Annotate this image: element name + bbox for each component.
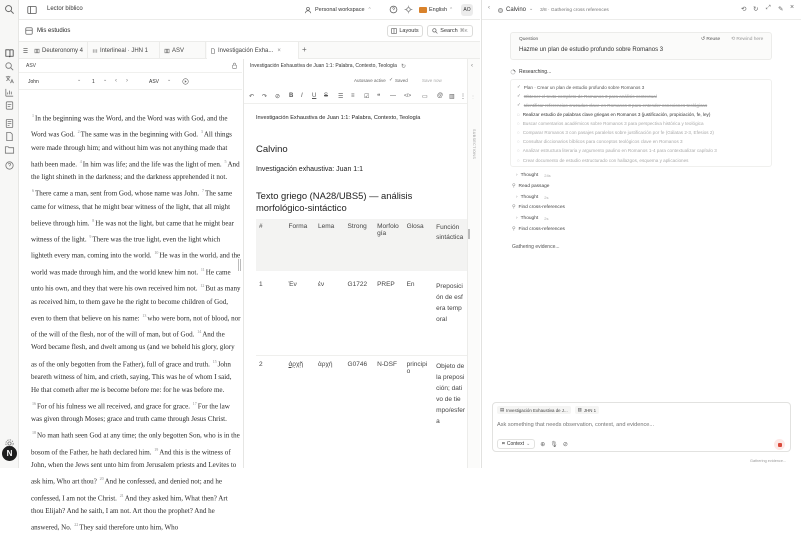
globe-icon[interactable]: ⊕ [540,441,546,448]
cell-lema: ἀρχή [318,360,333,368]
chevron-down-icon: ⌄ [529,6,534,12]
workspace-label: Personal workspace [315,7,365,13]
new-chat-icon[interactable]: ✎ [778,6,784,13]
workspace-select[interactable] [304,4,372,16]
plan-item [517,148,717,153]
verse-number[interactable]: 3 [200,129,203,135]
tool-icon: ⚲ [512,227,516,232]
strikethrough-icon[interactable]: S [324,93,329,99]
tool-step[interactable] [512,184,549,189]
verse-number[interactable]: 13 [142,312,147,318]
language-label: English [429,7,448,13]
col-header: Morfología [374,219,404,271]
verse-text: There came a man, sent from God, whose name was John. [35,189,200,198]
search-button[interactable] [427,25,473,37]
verse-number[interactable]: 22 [74,522,79,528]
document-pane [243,59,467,468]
layouts-button[interactable] [387,25,423,37]
sidebar-toggle-icon[interactable] [27,5,37,15]
notes-icon[interactable] [4,118,15,129]
composer [492,402,791,452]
stop-button[interactable] [774,439,785,450]
search-label: Search [440,28,458,34]
verse-number[interactable]: 18 [32,430,36,436]
tab-asv[interactable] [161,42,206,59]
step-duration: 24s [544,173,551,178]
plan-item-text: Plan · Crear un plan de estudio profundo sobre Romanos 3 [523,84,645,90]
book-icon [164,48,170,54]
cell-morf: PREP [377,281,395,288]
tab-label: Investigación Exha... [218,47,274,54]
top-bar [19,0,480,20]
verse-number[interactable]: 1 [32,113,34,118]
columns-icon [92,48,98,54]
left-rail [0,0,19,468]
verse-text: He was in the world, and the world was made through him, and the world knew him not. [31,251,241,277]
step-label: Thought [520,216,539,222]
add-tab-icon[interactable]: + [302,45,307,54]
cell-lema: ἐν [318,281,325,288]
close-icon[interactable]: × [790,4,795,11]
verse-text: For of his fulness we all received, and grace for grace. [37,402,191,411]
verse-number[interactable]: 2 [77,129,80,135]
app-logo[interactable]: N [2,446,17,461]
plan-item-text: Consultar diccionarios bíblicos para conceptos teológicos clave en Romanos 3 [522,139,683,145]
user-icon [304,6,312,14]
col-header: Lema [315,219,345,271]
chevron-right-icon: › [516,194,518,200]
pane-resize-handle[interactable] [238,259,241,271]
assistant-header [482,0,801,20]
verse-number[interactable]: 7 [201,188,204,194]
search-icon[interactable] [4,61,15,72]
greek-analysis-table [256,219,468,430]
outline-label: SUBSECTIONS [472,129,476,160]
document-icon[interactable] [4,131,15,142]
gathering-status: Gathering evidence... [512,244,560,250]
outline-handle[interactable]: ⋮ [471,94,475,99]
check-icon: ✓ [517,84,521,89]
verse-number[interactable]: 17 [192,401,197,407]
verse-text: No man hath seen God at any time; the only begotten Son, who is in the bosom of the Father, he hath declared him. [31,431,240,457]
reuse-button[interactable]: ↺ Reuse [701,37,721,42]
saved-status: Saved [395,78,408,83]
search-icon [432,28,438,34]
language-select[interactable] [419,4,453,16]
verse-number[interactable]: 14 [197,329,202,335]
refresh-icon[interactable]: ↻ [753,6,759,13]
undo-icon[interactable]: ↶ [249,94,255,100]
collapse-icon[interactable]: ‹ [488,5,490,11]
save-now-button[interactable]: Save now [422,78,442,83]
greek-table-wrap [256,219,468,430]
chevron-right-icon: › [516,173,518,178]
collapse-icon[interactable]: ‹ [471,63,473,69]
circle-icon: ○ [517,148,520,154]
spinner-icon [510,69,516,75]
mention-icon[interactable]: @ [437,93,444,99]
tab-interlineal[interactable] [89,42,160,59]
circle-icon: ○ [517,120,520,126]
plan-item-text: Identificar referencias cruzadas clave en Romanos 3 para entender conexiones teológicas [523,102,708,108]
plan-item [517,158,688,163]
code-icon[interactable]: </> [404,93,412,99]
assistant-pane [481,0,800,468]
verse-number[interactable]: 21 [119,492,124,498]
bullet-list-icon[interactable]: ☰ [338,94,344,100]
plan-item-text: Realizar estudio de palabras clave griegas en Romanos 3 (justificación, propiciación, fe, ley) [522,111,711,117]
verse-text: For the law was given through Moses; grace and truth came through Jesus Christ. [31,402,230,424]
flag-icon [419,7,427,13]
search-icon[interactable] [4,4,15,15]
circle-icon: ✓ [517,102,521,108]
research-status [510,69,551,75]
history-icon[interactable]: ⟲ [741,6,747,13]
layouts-label: Layouts [399,28,419,34]
verse-text: And this is the witness of John, when the Jews sent unto him from Jerusalem priests and Levites to ask him, Who art thou? [31,448,237,486]
cell-strong: G1722 [347,281,368,288]
chapter-select[interactable]: 1 [92,79,95,85]
rewind-button[interactable]: ⟲ Rewind here [731,37,764,42]
book-icon: ▥ [577,407,582,412]
verse-text: But as many as received him, to them gave he the right to become children of God, even to them that believe on his name: [31,284,241,323]
bold-icon[interactable]: B [289,93,294,99]
verse-text: In him was life; and the life was the light of men. [82,160,222,169]
doc-heading-1: Investigación Exhaustiva de Juan 1:1: Palabra, Contexto, Teología [256,115,421,121]
col-header: Strong [345,219,375,271]
tab-list-icon[interactable] [22,47,29,54]
plan-item-text: Crear documento de estudio estructurado con hallazgos, esquema y aplicaciones [522,157,689,163]
tool-icon: ⚲ [512,205,516,211]
thought-step[interactable] [516,195,548,200]
context-label: Context [506,441,525,447]
clear-format-icon[interactable]: ⊘ [275,94,281,100]
verse-text: There was the true light, even the light which lighteth every man, coming into the world. [31,235,221,260]
circle-icon: ○ [517,157,520,163]
plan-item [517,139,683,144]
verse-number[interactable]: 10 [154,250,159,256]
plan-item [517,121,704,126]
play-icon[interactable] [182,78,189,85]
chat-input[interactable] [497,420,787,430]
verse-number[interactable]: 16 [32,401,36,407]
doc-heading-2: Texto griego (NA28/UBS5) — análisis morfológico-sintáctico [256,190,413,213]
attachment-chip[interactable] [575,406,599,414]
verse-text: And they asked him, What then? Art thou Elijah? And he saith, I am not. Art thou the prophet? And he answered, No. [31,494,228,532]
step-label: Find cross-references [518,205,565,211]
status-dot [498,8,503,13]
tab-bar [19,42,480,59]
doc-header-title: Investigación Exhaustiva de Juan 1:1: Palabra, Contexto, Teología [250,63,397,69]
workspace-name[interactable]: Mis estudios [37,28,71,34]
verse-text: He came unto his own, and they that were his own received him not. [31,268,231,293]
tag-icon: ⌗ [502,441,505,447]
research-status-label: Researching... [519,69,552,75]
table-row [256,271,468,355]
bookmark-icon[interactable] [4,100,15,111]
cell-number: 1 [259,281,263,288]
attach-icon[interactable]: ⊘ [562,441,568,448]
footer-status: Gathering evidence... [750,459,787,463]
attachment-chip[interactable] [497,406,571,414]
help-icon[interactable] [389,5,398,14]
avatar[interactable]: AO [461,4,473,16]
step-duration: 2s [544,194,549,200]
thought-step[interactable] [516,173,551,178]
tab-label: Interlineal · JHN 1 [100,47,149,54]
document-icon: ▤ [500,407,505,412]
prev-chapter-icon[interactable]: ‹ [115,78,117,84]
verse-number[interactable]: 20 [99,476,104,482]
search-shortcut: ⌘K [459,28,468,34]
chevron-updown-icon: ⌃ [449,7,454,13]
tab-investigacion[interactable] [207,42,299,59]
redo-icon[interactable]: ↷ [262,94,268,100]
chevron-right-icon: › [516,216,518,222]
plan-item [517,84,644,90]
tab-label: Deuteronomy 4 [42,47,84,54]
divider-icon[interactable]: — [390,93,396,99]
app-title: Lector bíblico [47,6,83,12]
tool-icon: ⚲ [512,183,516,189]
tab-label: ASV [172,47,185,54]
doc-subtitle: Investigación exhaustiva: Juan 1:1 [256,166,364,173]
folder-icon[interactable] [4,144,15,155]
chevron-down-icon: ⌄ [526,441,531,447]
workspace-bar [19,20,480,42]
verse-text: And the Word became flesh, and dwelt among us (and we beheld his glory, glory as of the only begotten from the Father), full of grace and truth. [31,330,235,368]
tool-step[interactable] [512,227,565,232]
chevron-down-icon: ⌄ [167,77,172,83]
col-header: Forma [286,219,316,271]
check-icon: ✓ [389,77,394,83]
code-block-icon[interactable]: ▭ [422,94,428,100]
verse-text: They said therefore unto him, Who [79,523,179,532]
mic-icon[interactable]: 🎙 [550,441,558,448]
cell-func: Preposición de esfera temporal [436,283,463,323]
cell-func: Objeto de la preposición; dativo de tiempo/esfera [436,362,465,425]
plan-item-text: Analizar estructura literaria y argumento paulino en Romanos 1-4 para contextualizar capítulo 3 [522,148,717,154]
attachment-label: Investigación Exhaustiva de J... [506,407,568,413]
more-icon[interactable]: ⋮ [460,94,466,100]
context-button[interactable] [497,439,535,449]
bible-header [19,59,242,73]
rewind-label: Rewind here [736,37,764,42]
chevron-down-icon: ⌄ [103,77,108,83]
verse-text: who were born, not of blood, nor of the will of the flesh, nor of the will of man, but of God. [31,314,241,339]
verse-text: He was not the light, but came that he might bear witness of the light. [31,219,235,244]
editor-toolbar [244,90,468,104]
italic-icon[interactable]: I [301,93,303,99]
step-label: Read passage [518,183,550,189]
spinner-icon: ◌ [517,111,520,117]
bible-text [31,109,241,535]
verse-text: The same was in the beginning with God. [80,130,199,139]
composer-actions [497,439,568,449]
table-row [256,355,468,430]
cell-morf: N-DSF [377,360,397,368]
layers-icon [25,27,33,35]
numbered-list-icon[interactable]: ≡ [351,93,355,99]
step-label: Thought [520,173,539,178]
verse-text: In the beginning was the Word, and the Word was with God, and the Word was God. [31,114,228,139]
lock-icon[interactable] [231,62,238,69]
thought-step[interactable] [516,216,548,221]
layout-icon [391,28,397,34]
verse-number[interactable]: 11 [200,266,205,272]
step-duration: 2s [544,216,549,222]
circle-icon: ○ [517,139,520,145]
verse-text: And the light shineth in the darkness; and the darkness apprehended it not. [31,160,240,182]
plan-item [517,102,707,108]
plan-item-text: Obtener el texto completo de Romanos 3 para análisis contextual [523,93,657,99]
cell-forma: ἀρχῇ [288,360,303,368]
checklist-icon[interactable]: ☑ [364,94,370,100]
save-status-bar [244,75,468,87]
document-icon [210,48,216,54]
autosave-status: Autosave active [354,78,386,83]
next-chapter-icon[interactable]: › [126,78,128,84]
cell-number: 2 [259,360,263,368]
translation-select[interactable]: ASV [149,79,160,85]
plan-item [517,93,657,99]
cell-strong: G0746 [347,360,368,368]
close-icon[interactable]: × [277,47,281,54]
question-text: Hazme un plan de estudio profundo sobre Romanos 3 [519,47,664,53]
run-status: 3/8 · Gathering cross references [540,8,609,13]
book-icon[interactable]: ▥ [449,94,455,100]
verse-number[interactable]: 12 [200,283,205,289]
circle-icon: ○ [517,130,520,135]
col-header: Función sintáctica [433,219,468,271]
step-label: Thought [520,194,539,200]
verse-text: John beareth witness of him, and crieth, saying, This was he of whom I said, He that cometh after me is become before me: for he was before me. [31,359,232,394]
book-select[interactable]: John [28,79,39,85]
question-label: Question [519,37,539,42]
bible-version-label: ASV [26,62,37,69]
verse-number[interactable]: 5 [224,158,227,164]
cell-glosa: En [406,281,415,288]
book-icon[interactable] [4,48,15,59]
plan-card [510,79,772,167]
tab-deuteronomy[interactable] [31,42,88,59]
verse-number[interactable]: 15 [212,358,217,364]
chart-icon[interactable] [4,87,15,98]
verse-number[interactable]: 19 [154,446,159,452]
plan-item-text: Comparar Romanos 3 con pasajes paralelos sobre justificación por fe (Gálatas 2-3, Efesios 2) [522,130,714,135]
quote-icon[interactable]: ❝ [377,94,381,100]
doc-header [244,59,468,73]
question-card [510,32,772,60]
agent-name: Calvino [506,7,527,13]
plan-item [517,112,710,117]
col-header: Glosa [404,219,434,271]
verse-number[interactable]: 9 [89,234,92,240]
verse-number[interactable]: 6 [32,188,34,194]
book-icon [34,48,40,54]
doc-author: Calvino [256,144,288,155]
verse-number[interactable]: 8 [92,217,95,223]
underline-icon[interactable]: U [312,93,317,99]
help-icon[interactable] [4,160,15,171]
expand-icon[interactable]: ⤢ [766,5,771,11]
refresh-icon[interactable]: ↻ [400,63,406,70]
circle-icon: ✓ [517,93,521,99]
outline-strip [467,59,480,468]
translate-icon[interactable] [4,74,15,85]
bible-pane [19,59,242,532]
attachment-row [497,406,599,414]
verse-text: All things were made through him; and without him was not anything made that hath been made. [31,130,232,169]
verse-text: And he confessed, and denied not; and he confessed, I am not the Christ. [31,477,223,503]
tool-step[interactable] [512,205,565,210]
step-label: Find cross-references [518,227,565,232]
reuse-label: Reuse [706,37,721,42]
bible-nav [19,73,242,90]
verse-text: The same came for witness, that he might bear witness of the light, that all might believe through him. [31,189,233,228]
theme-icon[interactable] [404,5,413,14]
table-header-row [256,219,468,271]
chevron-updown-icon: ⌃ [367,7,372,13]
verse-number[interactable]: 4 [79,158,82,164]
plan-item [517,130,714,135]
col-header: # [256,219,286,271]
cell-glosa: principio [406,360,428,375]
stop-icon [778,443,782,447]
plan-item-text: Buscar comentarios académicos sobre Romanos 3 para perspectiva histórica y teológica [522,120,704,126]
cell-forma: Ἐν [288,281,297,288]
resize-handle[interactable] [468,229,470,239]
attachment-label: JHN 1 [583,407,597,413]
chevron-down-icon: ⌄ [77,77,82,83]
